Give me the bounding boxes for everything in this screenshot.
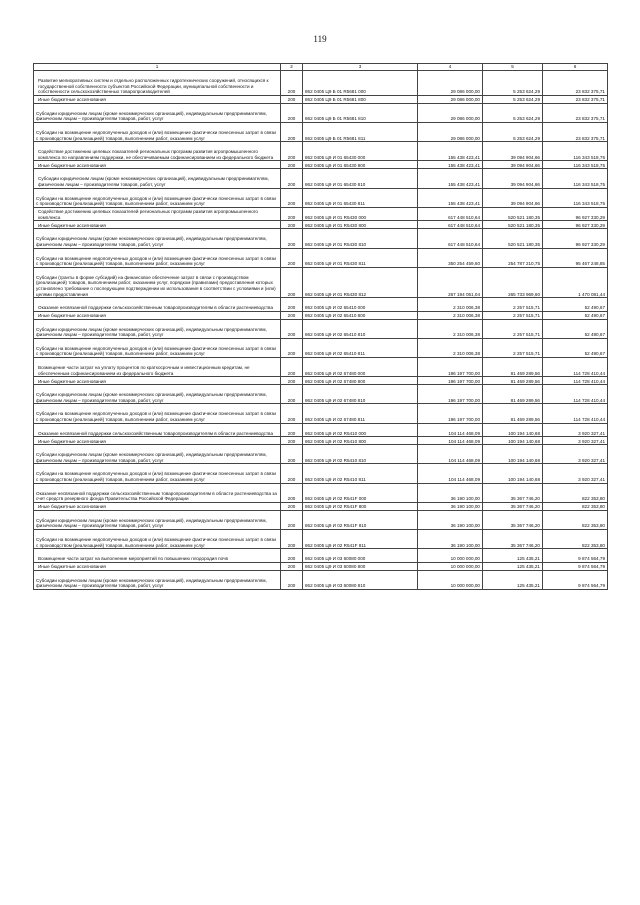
table-row <box>34 358 608 377</box>
row-description: Субсидии на возмещение недополученных доходов и (или) возмещение фактически понесенных затрат в связи с производством (реализацией) товаров, выполнением работ, оказанием услуг <box>34 248 281 267</box>
row-code: 200 <box>281 464 303 483</box>
row-value-col6: 114 728 410,44 <box>543 385 608 404</box>
column-header: 1 <box>34 64 281 71</box>
column-header: 6 <box>543 64 608 71</box>
row-value-col6: 9 874 564,79 <box>543 570 608 589</box>
row-value-col6: 52 490,67 <box>543 338 608 357</box>
row-description: Возмещение части затрат на уплату процентов по краткосрочным и инвестиционным кредитам, не обеспеченным софинансированием из федерального бюджета <box>34 358 281 377</box>
row-budget-classification: 862 0405 Ц9 Б 01 R5681 811 <box>303 122 418 141</box>
column-header: 5 <box>483 64 543 71</box>
row-description: Иные бюджетные ассигнования <box>34 502 281 510</box>
row-value-col6: 116 343 518,75 <box>543 169 608 188</box>
row-value-col5: 39 094 904,66 <box>483 161 543 169</box>
row-description: Иные бюджетные ассигнования <box>34 95 281 103</box>
row-value-col4: 155 438 423,41 <box>418 169 483 188</box>
row-description: Оказание несвязанной поддержки сельскохозяйственным товаропроизводителям в области растениеводства <box>34 423 281 437</box>
row-code: 200 <box>281 267 303 297</box>
row-budget-classification: 862 0405 Ц9 И 02 R5410 810 <box>303 445 418 464</box>
row-value-col5: 81 469 289,56 <box>483 377 543 385</box>
table-row <box>34 445 608 464</box>
table-row <box>34 311 608 319</box>
row-description: Оказание несвязанной поддержки сельскохозяйственным товаропроизводителям в области растениеводства за счет средств резервного фонда Правительства Российской Федерации <box>34 483 281 502</box>
row-code: 200 <box>281 311 303 319</box>
row-value-col6: 822 353,80 <box>543 483 608 502</box>
row-value-col5: 35 367 746,20 <box>483 502 543 510</box>
table-row <box>34 437 608 445</box>
row-value-col5: 254 787 210,75 <box>483 248 543 267</box>
row-budget-classification: 862 0405 Ц9 И 03 60080 810 <box>303 570 418 589</box>
row-value-col5: 520 521 180,35 <box>483 229 543 248</box>
table-row <box>34 221 608 229</box>
row-value-col5: 2 257 515,71 <box>483 319 543 338</box>
row-code: 200 <box>281 161 303 169</box>
row-value-col4: 2 310 006,38 <box>418 319 483 338</box>
row-value-col4: 617 448 510,64 <box>418 221 483 229</box>
row-value-col4: 10 000 000,00 <box>418 570 483 589</box>
row-value-col5: 5 253 624,29 <box>483 122 543 141</box>
row-value-col5: 125 435,21 <box>483 562 543 570</box>
row-value-col6: 114 728 410,44 <box>543 404 608 423</box>
row-value-col4: 104 114 468,09 <box>418 464 483 483</box>
row-value-col4: 29 086 000,00 <box>418 71 483 96</box>
row-description: Субсидии на возмещение недополученных доходов и (или) возмещение фактически понесенных затрат в связи с производством (реализацией) товаров, выполнением работ, оказанием услуг <box>34 404 281 423</box>
table-row <box>34 377 608 385</box>
row-value-col5: 39 094 904,66 <box>483 169 543 188</box>
row-value-col5: 100 194 140,68 <box>483 423 543 437</box>
row-budget-classification: 862 0405 Ц9 И 02 65410 810 <box>303 319 418 338</box>
table-row <box>34 207 608 221</box>
row-code: 200 <box>281 385 303 404</box>
row-budget-classification: 862 0405 Ц9 И 02 R541F 800 <box>303 502 418 510</box>
row-value-col4: 2 310 006,38 <box>418 298 483 312</box>
row-budget-classification: 862 0405 Ц9 Б 01 R5681 800 <box>303 95 418 103</box>
row-budget-classification: 862 0405 Ц9 И 02 R541F 000 <box>303 483 418 502</box>
row-value-col4: 36 190 100,00 <box>418 483 483 502</box>
row-value-col6: 1 470 081,44 <box>543 267 608 297</box>
row-value-col6: 96 927 330,29 <box>543 229 608 248</box>
table-row <box>34 483 608 502</box>
row-value-col5: 520 521 180,35 <box>483 221 543 229</box>
row-value-col4: 36 190 100,00 <box>418 529 483 548</box>
row-description: Иные бюджетные ассигнования <box>34 221 281 229</box>
table-row <box>34 229 608 248</box>
row-value-col6: 9 874 564,79 <box>543 549 608 563</box>
row-value-col6: 822 353,80 <box>543 510 608 529</box>
row-value-col5: 39 094 904,66 <box>483 142 543 161</box>
table-row <box>34 549 608 563</box>
row-budget-classification: 862 0405 Ц9 И 02 65410 800 <box>303 311 418 319</box>
row-value-col5: 520 521 180,35 <box>483 207 543 221</box>
row-code: 200 <box>281 437 303 445</box>
row-budget-classification: 862 0405 Ц9 И 01 65430 810 <box>303 169 418 188</box>
row-value-col6: 23 832 375,71 <box>543 103 608 122</box>
table-row <box>34 529 608 548</box>
row-budget-classification: 862 0405 Ц9 Б 01 R5681 810 <box>303 103 418 122</box>
row-code: 200 <box>281 122 303 141</box>
row-code: 200 <box>281 298 303 312</box>
row-code: 200 <box>281 103 303 122</box>
table-row <box>34 510 608 529</box>
table-row <box>34 122 608 141</box>
row-code: 200 <box>281 502 303 510</box>
table-row <box>34 319 608 338</box>
row-code: 200 <box>281 229 303 248</box>
row-value-col6: 116 343 518,75 <box>543 188 608 207</box>
row-description: Субсидии юридическим лицам (кроме некоммерческих организаций), индивидуальным предпринимателям, физическим лицам – производителям товаров, работ, услуг <box>34 103 281 122</box>
row-description: Иные бюджетные ассигнования <box>34 161 281 169</box>
row-value-col6: 3 920 327,41 <box>543 437 608 445</box>
row-budget-classification: 862 0405 Ц9 И 02 65410 811 <box>303 338 418 357</box>
row-value-col4: 196 197 700,00 <box>418 404 483 423</box>
row-value-col6: 822 353,80 <box>543 502 608 510</box>
row-budget-classification: 862 0405 Ц9 И 02 65410 000 <box>303 298 418 312</box>
row-value-col5: 5 253 624,29 <box>483 103 543 122</box>
row-description: Субсидии юридическим лицам (кроме некоммерческих организаций), индивидуальным предпринимателям, физическим лицам – производителям товаров, работ, услуг <box>34 445 281 464</box>
row-description: Субсидии на возмещение недополученных доходов и (или) возмещение фактически понесенных затрат в связи с производством (реализацией) товаров, выполнением работ, оказанием услуг <box>34 338 281 357</box>
row-value-col4: 617 448 510,64 <box>418 229 483 248</box>
row-code: 200 <box>281 377 303 385</box>
table-row <box>34 298 608 312</box>
table-row <box>34 502 608 510</box>
row-value-col4: 196 197 700,00 <box>418 358 483 377</box>
row-value-col4: 36 190 100,00 <box>418 510 483 529</box>
row-budget-classification: 862 0405 Ц9 И 01 65430 000 <box>303 142 418 161</box>
row-description: Субсидии (гранты в форме субсидий) на финансовое обеспечение затрат в связи с производством (реализацией) товаров, выполнением работ, оказанием услуг, порядком (правилами) предоставления которых установлено требование о последующем подтверждении их использования в соответствии с условиями и (или) целями предоставления <box>34 267 281 297</box>
table-body <box>34 71 608 590</box>
row-code: 200 <box>281 319 303 338</box>
row-value-col4: 267 194 051,04 <box>418 267 483 297</box>
row-value-col5: 2 257 515,71 <box>483 298 543 312</box>
row-code: 200 <box>281 358 303 377</box>
row-budget-classification: 862 0405 Ц9 И 02 R5410 000 <box>303 423 418 437</box>
table-row <box>34 423 608 437</box>
row-value-col6: 23 832 375,71 <box>543 122 608 141</box>
row-value-col6: 23 832 375,71 <box>543 95 608 103</box>
row-value-col4: 36 190 100,00 <box>418 502 483 510</box>
table-row <box>34 142 608 161</box>
row-value-col6: 23 832 375,71 <box>543 71 608 96</box>
row-budget-classification: 862 0405 Ц9 И 02 67480 810 <box>303 385 418 404</box>
row-budget-classification: 862 0405 Ц9 И 01 R5430 810 <box>303 229 418 248</box>
row-value-col5: 81 469 289,56 <box>483 385 543 404</box>
row-code: 200 <box>281 510 303 529</box>
row-value-col4: 155 438 423,41 <box>418 142 483 161</box>
row-value-col6: 116 343 518,75 <box>543 142 608 161</box>
column-header: 4 <box>418 64 483 71</box>
row-value-col5: 100 194 140,68 <box>483 464 543 483</box>
row-code: 200 <box>281 445 303 464</box>
row-code: 200 <box>281 142 303 161</box>
row-value-col4: 350 254 459,60 <box>418 248 483 267</box>
row-description: Иные бюджетные ассигнования <box>34 562 281 570</box>
row-code: 200 <box>281 338 303 357</box>
row-description: Субсидии юридическим лицам (кроме некоммерческих организаций), индивидуальным предпринимателям, физическим лицам – производителям товаров, работ, услуг <box>34 385 281 404</box>
row-value-col6: 114 728 410,44 <box>543 377 608 385</box>
row-description: Содействие достижению целевых показателей региональных программ развития агропромышленного комплекса по направлениям поддержки, не обеспечиваемым софинансированием из федерального бюджета <box>34 142 281 161</box>
row-value-col6: 114 728 410,44 <box>543 358 608 377</box>
row-budget-classification: 862 0405 Ц9 И 03 60080 000 <box>303 549 418 563</box>
row-value-col5: 5 253 624,29 <box>483 71 543 96</box>
row-description: Возмещение части затрат на выполнение мероприятий по повышению плодородия почв <box>34 549 281 563</box>
row-value-col4: 10 000 000,00 <box>418 562 483 570</box>
row-value-col5: 39 094 904,66 <box>483 188 543 207</box>
budget-table <box>33 63 608 590</box>
row-value-col4: 29 086 000,00 <box>418 122 483 141</box>
row-value-col6: 52 490,67 <box>543 298 608 312</box>
row-budget-classification: 862 0405 Ц9 И 02 R5410 800 <box>303 437 418 445</box>
row-value-col5: 125 435,21 <box>483 570 543 589</box>
row-value-col6: 3 920 327,41 <box>543 464 608 483</box>
row-value-col4: 155 438 423,41 <box>418 188 483 207</box>
row-description: Субсидии на возмещение недополученных доходов и (или) возмещение фактически понесенных затрат в связи с производством (реализацией) товаров, выполнением работ, оказанием услуг <box>34 464 281 483</box>
row-value-col6: 52 490,67 <box>543 311 608 319</box>
row-value-col6: 95 467 248,85 <box>543 248 608 267</box>
row-value-col6: 116 343 518,75 <box>543 161 608 169</box>
row-value-col4: 29 086 000,00 <box>418 103 483 122</box>
row-value-col4: 29 086 000,00 <box>418 95 483 103</box>
row-value-col4: 196 197 700,00 <box>418 377 483 385</box>
row-value-col6: 9 874 564,79 <box>543 562 608 570</box>
row-description: Субсидии на возмещение недополученных доходов и (или) возмещение фактически понесенных затрат в связи с производством (реализацией) товаров, выполнением работ, оказанием услуг <box>34 122 281 141</box>
row-value-col6: 96 927 330,29 <box>543 221 608 229</box>
row-budget-classification: 862 0405 Ц9 И 02 67480 000 <box>303 358 418 377</box>
row-budget-classification: 862 0405 Ц9 И 02 R541F 811 <box>303 529 418 548</box>
row-budget-classification: 862 0405 Ц9 И 03 60080 800 <box>303 562 418 570</box>
row-description: Субсидии юридическим лицам (кроме некоммерческих организаций), индивидуальным предпринимателям, физическим лицам – производителям товаров, работ, услуг <box>34 169 281 188</box>
table-row <box>34 385 608 404</box>
table-row <box>34 570 608 589</box>
row-value-col6: 3 920 327,41 <box>543 445 608 464</box>
row-value-col6: 822 353,80 <box>543 529 608 548</box>
row-code: 200 <box>281 570 303 589</box>
row-code: 200 <box>281 95 303 103</box>
row-budget-classification: 862 0405 Ц9 И 02 67480 811 <box>303 404 418 423</box>
row-code: 200 <box>281 207 303 221</box>
row-code: 200 <box>281 248 303 267</box>
table-row <box>34 464 608 483</box>
row-budget-classification: 862 0405 Ц9 И 01 65430 800 <box>303 161 418 169</box>
column-header: 2 <box>281 64 303 71</box>
row-value-col4: 2 310 006,38 <box>418 311 483 319</box>
row-value-col5: 35 367 746,20 <box>483 483 543 502</box>
table-row <box>34 188 608 207</box>
row-value-col5: 100 194 140,68 <box>483 437 543 445</box>
row-description: Иные бюджетные ассигнования <box>34 437 281 445</box>
row-description: Развитие мелиоративных систем и отдельно расположенных гидротехнических сооружений, относящихся к государственной собственности субъектов Российской Федерации, муниципальной собственности и собственности сельскохозяйственных товаропроизводителей <box>34 71 281 96</box>
row-value-col4: 10 000 000,00 <box>418 549 483 563</box>
table-row <box>34 161 608 169</box>
table-row <box>34 169 608 188</box>
row-value-col4: 104 114 468,09 <box>418 437 483 445</box>
row-budget-classification: 862 0405 Ц9 Б 01 R5681 000 <box>303 71 418 96</box>
table-row <box>34 71 608 96</box>
row-value-col5: 2 257 515,71 <box>483 338 543 357</box>
row-budget-classification: 862 0405 Ц9 И 02 R541F 810 <box>303 510 418 529</box>
row-value-col4: 104 114 468,09 <box>418 423 483 437</box>
table-row <box>34 562 608 570</box>
row-value-col5: 81 469 289,56 <box>483 404 543 423</box>
row-code: 200 <box>281 71 303 96</box>
row-budget-classification: 862 0405 Ц9 И 01 65430 811 <box>303 188 418 207</box>
row-budget-classification: 862 0405 Ц9 И 01 R5430 812 <box>303 267 418 297</box>
row-value-col5: 125 435,21 <box>483 549 543 563</box>
row-code: 200 <box>281 221 303 229</box>
row-description: Иные бюджетные ассигнования <box>34 311 281 319</box>
row-value-col5: 35 367 746,20 <box>483 510 543 529</box>
row-description: Субсидии на возмещение недополученных доходов и (или) возмещение фактически понесенных затрат в связи с производством (реализацией) товаров, выполнением работ, оказанием услуг <box>34 529 281 548</box>
row-budget-classification: 862 0405 Ц9 И 02 67480 800 <box>303 377 418 385</box>
row-budget-classification: 862 0405 Ц9 И 01 R5430 800 <box>303 221 418 229</box>
row-code: 200 <box>281 549 303 563</box>
row-code: 200 <box>281 529 303 548</box>
table-row <box>34 95 608 103</box>
row-code: 200 <box>281 562 303 570</box>
row-value-col5: 5 253 624,29 <box>483 95 543 103</box>
row-value-col4: 2 310 006,38 <box>418 338 483 357</box>
row-budget-classification: 862 0405 Ц9 И 01 R5430 811 <box>303 248 418 267</box>
row-value-col6: 3 920 327,41 <box>543 423 608 437</box>
row-value-col6: 96 927 330,29 <box>543 207 608 221</box>
row-value-col4: 196 197 700,00 <box>418 385 483 404</box>
row-description: Субсидии юридическим лицам (кроме некоммерческих организаций), индивидуальным предпринимателям, физическим лицам – производителям товаров, работ, услуг <box>34 319 281 338</box>
row-description: Субсидии на возмещение недополученных доходов и (или) возмещение фактически понесенных затрат в связи с производством (реализацией) товаров, выполнением работ, оказанием услуг <box>34 188 281 207</box>
page-number: 119 <box>313 34 327 44</box>
row-value-col4: 104 114 468,09 <box>418 445 483 464</box>
row-value-col5: 81 469 289,56 <box>483 358 543 377</box>
table-row <box>34 103 608 122</box>
table-row <box>34 338 608 357</box>
row-budget-classification: 862 0405 Ц9 И 01 R5430 000 <box>303 207 418 221</box>
row-value-col5: 2 257 515,71 <box>483 311 543 319</box>
table-row <box>34 248 608 267</box>
table-row <box>34 404 608 423</box>
row-code: 200 <box>281 169 303 188</box>
row-description: Иные бюджетные ассигнования <box>34 377 281 385</box>
row-value-col6: 52 490,67 <box>543 319 608 338</box>
row-description: Оказание несвязанной поддержки сельскохозяйственным товаропроизводителям в области растениеводства <box>34 298 281 312</box>
row-budget-classification: 862 0405 Ц9 И 02 R5410 811 <box>303 464 418 483</box>
row-description: Субсидии юридическим лицам (кроме некоммерческих организаций), индивидуальным предпринимателям, физическим лицам – производителям товаров, работ, услуг <box>34 510 281 529</box>
row-description: Субсидии юридическим лицам (кроме некоммерческих организаций), индивидуальным предпринимателям, физическим лицам – производителям товаров, работ, услуг <box>34 570 281 589</box>
row-description: Содействие достижению целевых показателей региональных программ развития агропромышленного комплекса <box>34 207 281 221</box>
row-value-col5: 35 367 746,20 <box>483 529 543 548</box>
row-code: 200 <box>281 423 303 437</box>
row-code: 200 <box>281 188 303 207</box>
table-header-row <box>34 64 608 71</box>
column-header: 3 <box>303 64 418 71</box>
row-value-col4: 155 438 423,41 <box>418 161 483 169</box>
row-description: Субсидии юридическим лицам (кроме некоммерческих организаций), индивидуальным предпринимателям, физическим лицам – производителям товаров, работ, услуг <box>34 229 281 248</box>
row-value-col5: 100 194 140,68 <box>483 445 543 464</box>
row-code: 200 <box>281 483 303 502</box>
row-value-col5: 265 733 969,60 <box>483 267 543 297</box>
row-code: 200 <box>281 404 303 423</box>
table-row <box>34 267 608 297</box>
row-value-col4: 617 448 510,64 <box>418 207 483 221</box>
